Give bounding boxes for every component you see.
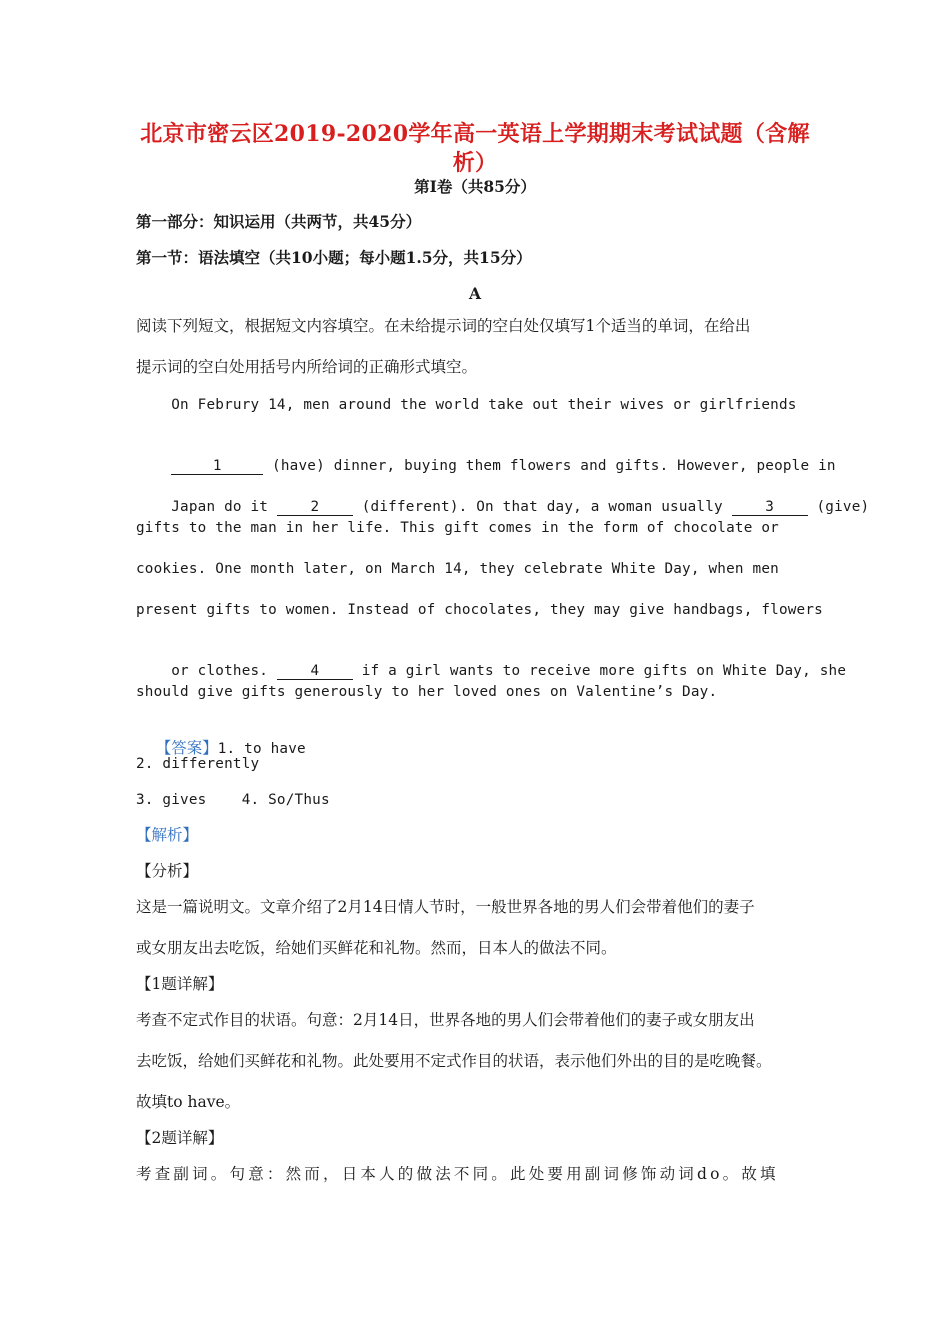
passage-line-8: should give gifts generously to her loved ones on Valentine’s Day. — [136, 684, 718, 700]
passage-label: A — [468, 284, 482, 303]
document-title — [120, 120, 830, 178]
blank-4: 4 — [277, 663, 353, 680]
passage-line-5: cookies. One month later, on March 14, they celebrate White Day, when men — [136, 561, 779, 577]
instructions-line-1: 阅读下列短文，根据短文内容填空。在未给提示词的空白处仅填写1个适当的单词，在给出 — [136, 317, 751, 335]
q1-tag: 【1题详解】 — [136, 975, 224, 993]
section-heading: 第一节：语法填空（共10小题；每小题1.5分，共15分） — [136, 248, 532, 267]
title-line-2: 析） — [452, 150, 498, 176]
passage-line-1: On Februry 14, men around the world take out their wives or girlfriends — [136, 397, 797, 413]
title-line-1: 北京市密云区2019-2020学年高一英语上学期期末考试试题（含解 — [140, 121, 810, 147]
answer-2: 2. differently — [136, 756, 260, 772]
summary-line-1: 这是一篇说明文。文章介绍了2月14日情人节时，一般世界各地的男人们会带着他们的妻子 — [136, 898, 755, 916]
passage-line-6: present gifts to women. Instead of chocolates, they may give handbags, flowers — [136, 602, 823, 618]
q2-line-1: 考查副词。句意：然而，日本人的做法不同。此处要用副词修饰动词do。故填 — [136, 1165, 779, 1183]
summary-line-2: 或女朋友出去吃饭，给她们买鲜花和礼物。然而，日本人的做法不同。 — [136, 939, 617, 957]
blank-1: 1 — [171, 458, 263, 475]
answer-1: 1. to have — [217, 741, 306, 757]
q1-line-3: 故填to have。 — [136, 1093, 241, 1111]
analysis-tag: 【解析】 — [136, 826, 199, 844]
volume-heading: 第Ⅰ卷（共85分） — [414, 177, 536, 196]
answer-3-4: 3. gives 4. So/Thus — [136, 792, 330, 808]
passage-line-3-start: Japan do it — [171, 499, 277, 515]
passage-line-2-text: (have) dinner, buying them flowers and gifts. However, people in — [263, 458, 836, 474]
passage-line-3-mid: (different). On that day, a woman usually — [352, 499, 732, 515]
answer-tag: 【答案】 — [155, 739, 218, 757]
passage-line-4: gifts to the man in her life. This gift comes in the form of chocolate or — [136, 520, 779, 536]
blank-3: 3 — [732, 499, 808, 516]
q2-tag: 【2题详解】 — [136, 1129, 224, 1147]
q1-line-2: 去吃饭，给她们买鲜花和礼物。此处要用不定式作目的状语，表示他们外出的目的是吃晚餐。 — [136, 1052, 772, 1070]
instructions-line-2: 提示词的空白处用括号内所给词的正确形式填空。 — [136, 358, 478, 376]
passage-line-3-end: (give) — [807, 499, 870, 515]
blank-2: 2 — [277, 499, 353, 516]
part-heading: 第一部分：知识运用（共两节，共45分） — [136, 212, 422, 231]
q1-line-1: 考查不定式作目的状语。句意：2月14日，世界各地的男人们会带着他们的妻子或女朋友出 — [136, 1011, 755, 1029]
passage-line-7-end: if a girl wants to receive more gifts on White Day, she — [352, 663, 847, 679]
summary-tag: 【分析】 — [136, 862, 199, 880]
passage-line-7-start: or clothes. — [171, 663, 277, 679]
